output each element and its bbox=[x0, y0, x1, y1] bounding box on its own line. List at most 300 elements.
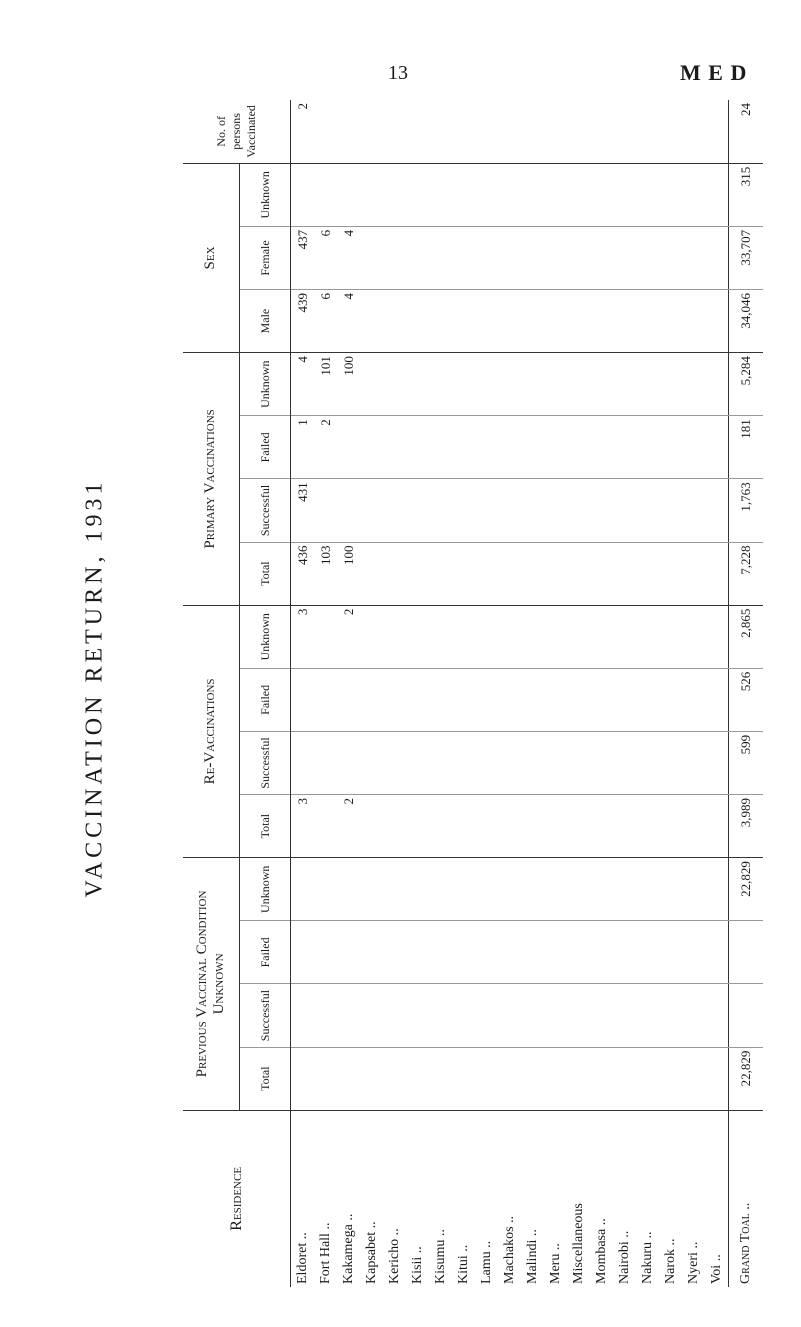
table-cell bbox=[636, 416, 659, 479]
table-cell bbox=[475, 984, 498, 1047]
table-cell bbox=[705, 100, 729, 163]
table-cell bbox=[383, 858, 406, 921]
table-cell bbox=[567, 605, 590, 668]
table-cell bbox=[636, 731, 659, 794]
table-cell bbox=[659, 1047, 682, 1110]
table-cell bbox=[544, 921, 567, 984]
table-cell bbox=[429, 416, 452, 479]
table-cell bbox=[429, 226, 452, 289]
column-header: Failed bbox=[240, 921, 291, 984]
column-header-persons-vaccinated: No. of persons Vaccinated bbox=[183, 100, 291, 163]
table-cell bbox=[521, 290, 544, 353]
table-cell bbox=[314, 668, 337, 731]
table-cell bbox=[475, 542, 498, 605]
residence-name: Eldoret .. bbox=[294, 1232, 310, 1284]
total-row bbox=[729, 100, 764, 1287]
table-cell bbox=[590, 984, 613, 1047]
table-cell bbox=[590, 542, 613, 605]
table-cell bbox=[521, 795, 544, 858]
table-cell bbox=[314, 984, 337, 1047]
table-cell bbox=[705, 226, 729, 289]
table-cell bbox=[682, 479, 705, 542]
table-cell bbox=[729, 921, 764, 984]
table-cell bbox=[590, 100, 613, 163]
table-cell bbox=[544, 353, 567, 416]
table-cell: 436 bbox=[291, 542, 315, 605]
table-cell bbox=[360, 353, 383, 416]
table-cell bbox=[613, 605, 636, 668]
table-row bbox=[705, 100, 729, 1287]
table-cell bbox=[613, 416, 636, 479]
table-cell bbox=[429, 100, 452, 163]
table-cell bbox=[659, 921, 682, 984]
table-cell bbox=[682, 984, 705, 1047]
residence-name: Fort Hall .. bbox=[317, 1222, 333, 1284]
table-cell bbox=[705, 921, 729, 984]
table-cell bbox=[475, 226, 498, 289]
table-cell bbox=[291, 984, 315, 1047]
vaccination-table bbox=[183, 100, 763, 1287]
group-header-previous: Previous Vaccinal Condition Unknown bbox=[183, 858, 240, 1111]
column-header: Unknown bbox=[240, 163, 291, 226]
table-cell: 3 bbox=[291, 605, 315, 668]
residence-name: Nyeri .. bbox=[685, 1241, 701, 1284]
table-cell bbox=[590, 290, 613, 353]
table-cell: 100 bbox=[337, 353, 360, 416]
table-cell bbox=[314, 1047, 337, 1110]
table-cell bbox=[590, 731, 613, 794]
table-cell bbox=[452, 226, 475, 289]
table-cell bbox=[360, 1047, 383, 1110]
residence-name: Meru .. bbox=[547, 1243, 563, 1284]
table-row bbox=[429, 100, 452, 1287]
table-cell bbox=[429, 605, 452, 668]
table-cell: 3 bbox=[291, 795, 315, 858]
table-cell bbox=[705, 353, 729, 416]
table-cell bbox=[429, 731, 452, 794]
table-cell bbox=[475, 921, 498, 984]
table-cell bbox=[452, 731, 475, 794]
table-cell bbox=[429, 290, 452, 353]
table-cell bbox=[337, 1047, 360, 1110]
table-cell bbox=[360, 921, 383, 984]
table-cell bbox=[521, 226, 544, 289]
table-cell bbox=[544, 1047, 567, 1110]
table-cell bbox=[498, 416, 521, 479]
table-cell bbox=[636, 984, 659, 1047]
table-cell bbox=[314, 858, 337, 921]
table-cell bbox=[383, 100, 406, 163]
table-cell bbox=[636, 858, 659, 921]
table-cell: 6 bbox=[314, 290, 337, 353]
table-cell bbox=[682, 226, 705, 289]
table-cell bbox=[360, 795, 383, 858]
residence-name: Kericho .. bbox=[386, 1228, 402, 1284]
table-cell bbox=[337, 416, 360, 479]
table-cell: 431 bbox=[291, 479, 315, 542]
table-cell bbox=[682, 100, 705, 163]
table-cell: 103 bbox=[314, 542, 337, 605]
table-cell bbox=[521, 479, 544, 542]
table-row bbox=[521, 100, 544, 1287]
table-cell bbox=[521, 921, 544, 984]
table-cell bbox=[659, 731, 682, 794]
table-cell: 6 bbox=[314, 226, 337, 289]
table-cell bbox=[682, 795, 705, 858]
table-cell bbox=[567, 416, 590, 479]
table-cell bbox=[521, 984, 544, 1047]
table-cell bbox=[406, 100, 429, 163]
table-cell bbox=[475, 353, 498, 416]
table-cell bbox=[682, 163, 705, 226]
table-cell bbox=[314, 921, 337, 984]
table-cell bbox=[360, 984, 383, 1047]
table-cell bbox=[498, 921, 521, 984]
table-cell: 2,865 bbox=[729, 605, 764, 668]
table-cell bbox=[544, 858, 567, 921]
table-cell bbox=[406, 353, 429, 416]
table-cell bbox=[337, 984, 360, 1047]
table-cell bbox=[544, 668, 567, 731]
table-cell bbox=[544, 542, 567, 605]
residence-name: Lamu .. bbox=[478, 1240, 494, 1284]
table-cell bbox=[636, 542, 659, 605]
table-cell bbox=[314, 731, 337, 794]
table-cell bbox=[567, 290, 590, 353]
table-cell bbox=[498, 226, 521, 289]
table-row bbox=[291, 100, 315, 1287]
table-cell bbox=[475, 858, 498, 921]
table-cell bbox=[544, 984, 567, 1047]
table-cell bbox=[636, 1047, 659, 1110]
table-cell bbox=[682, 858, 705, 921]
table-cell bbox=[705, 984, 729, 1047]
table-cell: 4 bbox=[291, 353, 315, 416]
table-cell bbox=[314, 479, 337, 542]
group-header-revaccinations: Re-Vaccinations bbox=[183, 605, 240, 858]
table-cell bbox=[429, 921, 452, 984]
table-cell bbox=[682, 542, 705, 605]
table-cell bbox=[475, 416, 498, 479]
table-cell bbox=[682, 921, 705, 984]
table-cell bbox=[659, 226, 682, 289]
table-cell bbox=[636, 226, 659, 289]
residence-header: Residence bbox=[183, 1110, 291, 1287]
table-cell bbox=[613, 226, 636, 289]
table-cell bbox=[521, 668, 544, 731]
table-cell bbox=[337, 858, 360, 921]
table-cell bbox=[337, 668, 360, 731]
table-cell: 22,829 bbox=[729, 1047, 764, 1110]
table-cell: 33,707 bbox=[729, 226, 764, 289]
vaccination-table-rotated bbox=[183, 100, 768, 1287]
table-cell bbox=[452, 353, 475, 416]
table-cell bbox=[705, 795, 729, 858]
table-cell bbox=[590, 921, 613, 984]
table-cell bbox=[429, 1047, 452, 1110]
table-cell bbox=[636, 479, 659, 542]
table-cell bbox=[682, 416, 705, 479]
table-cell bbox=[659, 416, 682, 479]
table-cell bbox=[636, 290, 659, 353]
table-cell bbox=[475, 731, 498, 794]
table-cell bbox=[705, 731, 729, 794]
table-cell bbox=[636, 795, 659, 858]
table-cell bbox=[521, 731, 544, 794]
table-cell: 2 bbox=[291, 100, 315, 163]
column-header: Unknown bbox=[240, 858, 291, 921]
table-cell: 315 bbox=[729, 163, 764, 226]
table-cell bbox=[406, 605, 429, 668]
residence-name: Malindi .. bbox=[524, 1229, 540, 1284]
table-cell bbox=[314, 163, 337, 226]
table-cell bbox=[452, 858, 475, 921]
table-cell bbox=[636, 100, 659, 163]
table-cell bbox=[337, 479, 360, 542]
table-cell bbox=[544, 163, 567, 226]
table-cell: 3,989 bbox=[729, 795, 764, 858]
table-cell bbox=[498, 353, 521, 416]
table-row bbox=[613, 100, 636, 1287]
column-header: Total bbox=[240, 542, 291, 605]
residence-name: Machakos .. bbox=[501, 1215, 517, 1284]
table-cell: 599 bbox=[729, 731, 764, 794]
table-cell bbox=[498, 731, 521, 794]
table-cell bbox=[682, 290, 705, 353]
table-cell bbox=[567, 731, 590, 794]
table-cell bbox=[475, 605, 498, 668]
table-cell bbox=[383, 731, 406, 794]
table-cell bbox=[360, 731, 383, 794]
table-row bbox=[659, 100, 682, 1287]
table-cell bbox=[406, 731, 429, 794]
table-cell bbox=[406, 795, 429, 858]
table-cell bbox=[360, 668, 383, 731]
table-cell bbox=[452, 984, 475, 1047]
residence-name: Nairobi .. bbox=[616, 1230, 632, 1284]
table-row bbox=[452, 100, 475, 1287]
table-cell bbox=[429, 479, 452, 542]
table-cell bbox=[383, 984, 406, 1047]
table-cell bbox=[475, 100, 498, 163]
table-cell bbox=[567, 921, 590, 984]
table-cell bbox=[337, 731, 360, 794]
table-cell bbox=[613, 795, 636, 858]
table-cell bbox=[383, 290, 406, 353]
table-cell bbox=[590, 668, 613, 731]
column-header: Male bbox=[240, 290, 291, 353]
table-cell bbox=[590, 416, 613, 479]
table-cell bbox=[636, 605, 659, 668]
table-cell bbox=[705, 668, 729, 731]
table-cell bbox=[567, 479, 590, 542]
residence-name: Narok .. bbox=[662, 1238, 678, 1284]
table-cell bbox=[590, 858, 613, 921]
table-cell bbox=[590, 226, 613, 289]
table-cell bbox=[406, 668, 429, 731]
table-cell bbox=[406, 858, 429, 921]
table-cell bbox=[544, 605, 567, 668]
table-cell bbox=[682, 353, 705, 416]
table-cell bbox=[567, 226, 590, 289]
table-cell bbox=[383, 795, 406, 858]
table-cell bbox=[521, 605, 544, 668]
table-cell: 100 bbox=[337, 542, 360, 605]
table-cell bbox=[429, 542, 452, 605]
table-cell bbox=[567, 795, 590, 858]
table-cell: 4 bbox=[337, 290, 360, 353]
table-cell bbox=[567, 353, 590, 416]
page-number: 13 bbox=[388, 62, 408, 84]
table-cell: 181 bbox=[729, 416, 764, 479]
table-cell bbox=[429, 984, 452, 1047]
table-cell bbox=[544, 290, 567, 353]
table-cell bbox=[498, 542, 521, 605]
table-cell bbox=[659, 795, 682, 858]
table-cell bbox=[314, 100, 337, 163]
table-cell bbox=[452, 668, 475, 731]
table-cell bbox=[360, 100, 383, 163]
table-cell: 34,046 bbox=[729, 290, 764, 353]
column-header: Successful bbox=[240, 984, 291, 1047]
residence-name: Kapsabet .. bbox=[363, 1221, 379, 1284]
table-cell bbox=[498, 795, 521, 858]
table-cell bbox=[291, 1047, 315, 1110]
table-cell bbox=[613, 479, 636, 542]
table-cell: 2 bbox=[314, 416, 337, 479]
table-cell bbox=[452, 290, 475, 353]
table-cell bbox=[636, 668, 659, 731]
table-cell bbox=[682, 731, 705, 794]
residence-name: Kisumu .. bbox=[432, 1229, 448, 1284]
table-cell: 7,228 bbox=[729, 542, 764, 605]
table-cell bbox=[291, 731, 315, 794]
table-cell bbox=[406, 984, 429, 1047]
group-header-primary: Primary Vaccinations bbox=[183, 353, 240, 606]
table-cell bbox=[659, 163, 682, 226]
table-cell bbox=[383, 1047, 406, 1110]
table-cell: 101 bbox=[314, 353, 337, 416]
table-cell bbox=[291, 163, 315, 226]
table-cell bbox=[705, 858, 729, 921]
table-cell bbox=[383, 542, 406, 605]
table-cell bbox=[452, 416, 475, 479]
table-cell bbox=[544, 479, 567, 542]
table-cell bbox=[314, 605, 337, 668]
table-cell bbox=[452, 795, 475, 858]
table-cell bbox=[498, 668, 521, 731]
table-cell: 2 bbox=[337, 605, 360, 668]
table-cell bbox=[613, 921, 636, 984]
table-cell bbox=[659, 605, 682, 668]
table-cell bbox=[613, 984, 636, 1047]
table-cell bbox=[521, 416, 544, 479]
table-cell bbox=[406, 479, 429, 542]
table-cell bbox=[475, 290, 498, 353]
table-cell bbox=[590, 1047, 613, 1110]
table-cell bbox=[360, 858, 383, 921]
table-cell bbox=[452, 605, 475, 668]
page-title: VACCINATION RETURN, 1931 bbox=[81, 478, 108, 898]
table-cell bbox=[498, 479, 521, 542]
table-cell bbox=[521, 163, 544, 226]
table-cell bbox=[521, 100, 544, 163]
table-row bbox=[544, 100, 567, 1287]
column-header: Failed bbox=[240, 668, 291, 731]
table-cell bbox=[475, 1047, 498, 1110]
table-cell bbox=[337, 100, 360, 163]
table-cell: 1 bbox=[291, 416, 315, 479]
table-row bbox=[590, 100, 613, 1287]
table-cell bbox=[452, 921, 475, 984]
residence-name: Kakamega .. bbox=[340, 1213, 356, 1284]
table-cell bbox=[705, 1047, 729, 1110]
table-cell bbox=[406, 1047, 429, 1110]
table-cell bbox=[406, 163, 429, 226]
table-cell bbox=[360, 605, 383, 668]
table-row bbox=[314, 100, 337, 1287]
table-cell bbox=[475, 163, 498, 226]
table-cell bbox=[291, 858, 315, 921]
table-cell bbox=[429, 163, 452, 226]
column-header: Unknown bbox=[240, 605, 291, 668]
table-row bbox=[337, 100, 360, 1287]
table-cell bbox=[314, 795, 337, 858]
table-cell bbox=[613, 542, 636, 605]
table-cell bbox=[383, 226, 406, 289]
table-cell: 526 bbox=[729, 668, 764, 731]
table-cell bbox=[406, 542, 429, 605]
table-cell bbox=[636, 353, 659, 416]
table-cell bbox=[682, 605, 705, 668]
table-cell bbox=[406, 226, 429, 289]
table-cell bbox=[360, 290, 383, 353]
table-cell bbox=[498, 100, 521, 163]
table-row bbox=[498, 100, 521, 1287]
residence-name: Mombasa .. bbox=[593, 1218, 609, 1284]
table-cell bbox=[406, 921, 429, 984]
table-cell bbox=[360, 542, 383, 605]
table-cell bbox=[429, 668, 452, 731]
table-cell: 2 bbox=[337, 795, 360, 858]
table-cell bbox=[613, 858, 636, 921]
table-cell bbox=[383, 353, 406, 416]
table-cell bbox=[429, 353, 452, 416]
table-cell bbox=[659, 353, 682, 416]
table-row bbox=[567, 100, 590, 1287]
table-cell bbox=[452, 100, 475, 163]
table-cell bbox=[659, 100, 682, 163]
table-cell bbox=[567, 163, 590, 226]
table-cell: 5,284 bbox=[729, 353, 764, 416]
table-cell bbox=[360, 416, 383, 479]
table-cell bbox=[291, 921, 315, 984]
table-row bbox=[406, 100, 429, 1287]
table-cell bbox=[383, 921, 406, 984]
table-row bbox=[383, 100, 406, 1287]
table-cell bbox=[521, 1047, 544, 1110]
table-cell bbox=[429, 795, 452, 858]
residence-name: Nakuru .. bbox=[639, 1231, 655, 1284]
residence-name: Voi .. bbox=[708, 1254, 724, 1284]
group-header-sex: Sex bbox=[183, 163, 240, 352]
table-cell bbox=[360, 479, 383, 542]
table-cell bbox=[337, 163, 360, 226]
column-header: Unknown bbox=[240, 353, 291, 416]
table-cell bbox=[590, 479, 613, 542]
table-row bbox=[360, 100, 383, 1287]
table-cell bbox=[590, 353, 613, 416]
